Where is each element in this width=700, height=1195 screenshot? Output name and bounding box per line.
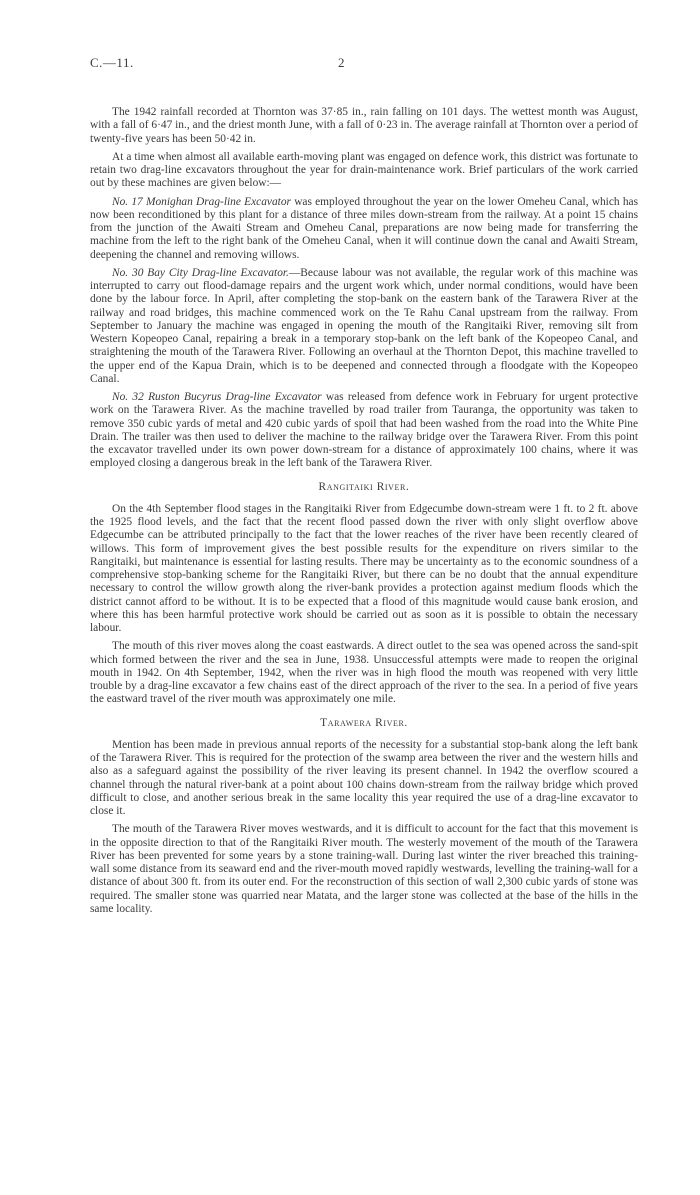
- paragraph-rangitaiki-flood: On the 4th September flood stages in the Rangitaiki River from Edgecumbe down-stream were 1 ft. to 2 ft. above the 1925 flood levels, and the fact that the recent flood passed down the river with only slight overflow above Edgecumbe can be attributed principally to the fact that the lower reaches of the river have been recently cleared of willows. This form of improvement gives the best possible results for the expenditure on rivers similar to the Rangitaiki, but maintenance is essential for lasting results. There may be uncertainty as to the economic soundness of a comprehensive stop-banking scheme for the Rangitaiki River, but there can be no doubt that the annual expenditure necessary to control the willow growth along the river-bank provides a protection against medium floods which the district cannot afford to be without. It is to be expected that a flood of this magnitude would cause bank erosion, and where this has been harmful protective work should be carried out as soon as it is possible to obtain the necessary labour.: [90, 502, 638, 634]
- paragraph-excavators-intro: At a time when almost all available earth-moving plant was engaged on defence work, this district was fortunate to retain two drag-line excavators throughout the year for drain-maintenance work. Brief particulars of the work carried out by these machines are given below:—: [90, 150, 638, 190]
- paragraph-rangitaiki-mouth: The mouth of this river moves along the coast eastwards. A direct outlet to the sea was opened across the sand-spit which formed between the river and the sea in June, 1938. Unsuccessful attempts were made to reopen the original mouth in 1942. On 4th September, 1942, when the river was in high flood the mouth was reopened with very little trouble by a drag-line excavator a few chains east of the direct approach of the river to the sea. In a period of five years the eastward travel of the river mouth was approximately one mile.: [90, 640, 638, 706]
- paragraph-tarawera-stopbank: Mention has been made in previous annual reports of the necessity for a substantial stop-bank along the left bank of the Tarawera River. This is required for the protection of the swamp area between the river and the western hills and also as a safeguard against the possibility of the river leaving its present channel. In 1942 the overflow scoured a channel through the natural river-bank at a point about 100 chains down-stream from the railway bridge which proved difficult to close, and another serious break in the same locality this year required the use of a drag-line excavator to close it.: [90, 738, 638, 817]
- paragraph-tarawera-mouth: The mouth of the Tarawera River moves westwards, and it is difficult to account for the fact that this movement is in the opposite direction to that of the Rangitaiki River mouth. The westerly movement of the mouth of the Tarawera River has been prevented for some years by a stone training-wall. During last winter the river breached this training-wall some distance from its seaward end and the river-mouth moved rapidly westwards, levelling the training-wall for a distance of about 300 ft. from its outer end. For the reconstruction of this section of wall 2,300 cubic yards of stone was required. The smaller stone was quarried near Matata, and the larger stone was collected at the base of the hills in the same locality.: [90, 823, 638, 915]
- document-code: C.—11.: [90, 55, 134, 70]
- excavator-30-title: No. 30 Bay City Drag-line Excavator.: [112, 266, 289, 279]
- page-number: 2: [338, 55, 345, 70]
- page-body: [90, 106, 638, 921]
- paragraph-rainfall: The 1942 rainfall recorded at Thornton was 37·85 in., rain falling on 101 days. The wettest month was August, with a fall of 6·47 in., and the driest month June, with a fall of 0·23 in. The average rainfall at Thornton over a period of twenty-five years has been 50·42 in.: [90, 106, 638, 145]
- excavator-17-text: was employed throughout the year on the lower Omeheu Canal, which has now been reconditioned by this plant for a distance of three miles down-stream from the railway. At a point 15 chains from the junction of the Awaiti Stream and Omeheu Canal, preparations are now being made for transferring the machine from the left to the right bank of the Omeheu Canal, when it will continue down the canal and Awaiti Stream, deepening the channel and removing willows.: [90, 195, 638, 261]
- excavator-30-text: —Because labour was not available, the regular work of this machine was interrupted to carry out flood-damage repairs and the urgent work which, under normal conditions, would have been done by the labour force. In April, after completing the stop-bank on the eastern bank of the Tarawera River at the railway and road bridges, this machine commenced work on the Te Rahu Canal upstream from the railway. From September to January the machine was engaged in opening the mouth of the Rangitaiki River, removing silt from Western Kopeopeo Canal, repairing a break in a temporary stop-bank on the left bank of the Kopeopeo Canal, and straightening the mouth of the Tarawera River. Following an overhaul at the Thornton Depot, this machine travelled to the upper end of the Kapua Drain, which is to be deepened and connected through a floodgate with the Kopeopeo Canal.: [90, 266, 638, 385]
- heading-tarawera-river: Tarawera River.: [320, 716, 408, 729]
- excavator-17-title: No. 17 Monighan Drag-line Excavator: [112, 195, 291, 208]
- paragraph-excavator-30: [90, 267, 638, 386]
- excavator-32-title: No. 32 Ruston Bucyrus Drag-line Excavator: [112, 391, 322, 403]
- paragraph-excavator-32: [90, 391, 638, 471]
- heading-rangitaiki-river: Rangitaiki River.: [318, 480, 410, 493]
- paragraph-excavator-17: [90, 196, 638, 262]
- page-header: [90, 56, 638, 72]
- excavator-32-text: was released from defence work in February for urgent protective work on the Tarawera River. As the machine travelled by road trailer from Tauranga, the opportunity was taken to remove 350 cubic yards of metal and 420 cubic yards of spoil that had been washed from the road into the White Pine Drain. The trailer was then used to deliver the machine to the railway bridge over the Tarawera River. From this point the excavator travelled under its own power down-stream for a distance of approximately 100 chains, where it was employed closing a dangerous break in the left bank of the Tarawera River.: [90, 391, 638, 470]
